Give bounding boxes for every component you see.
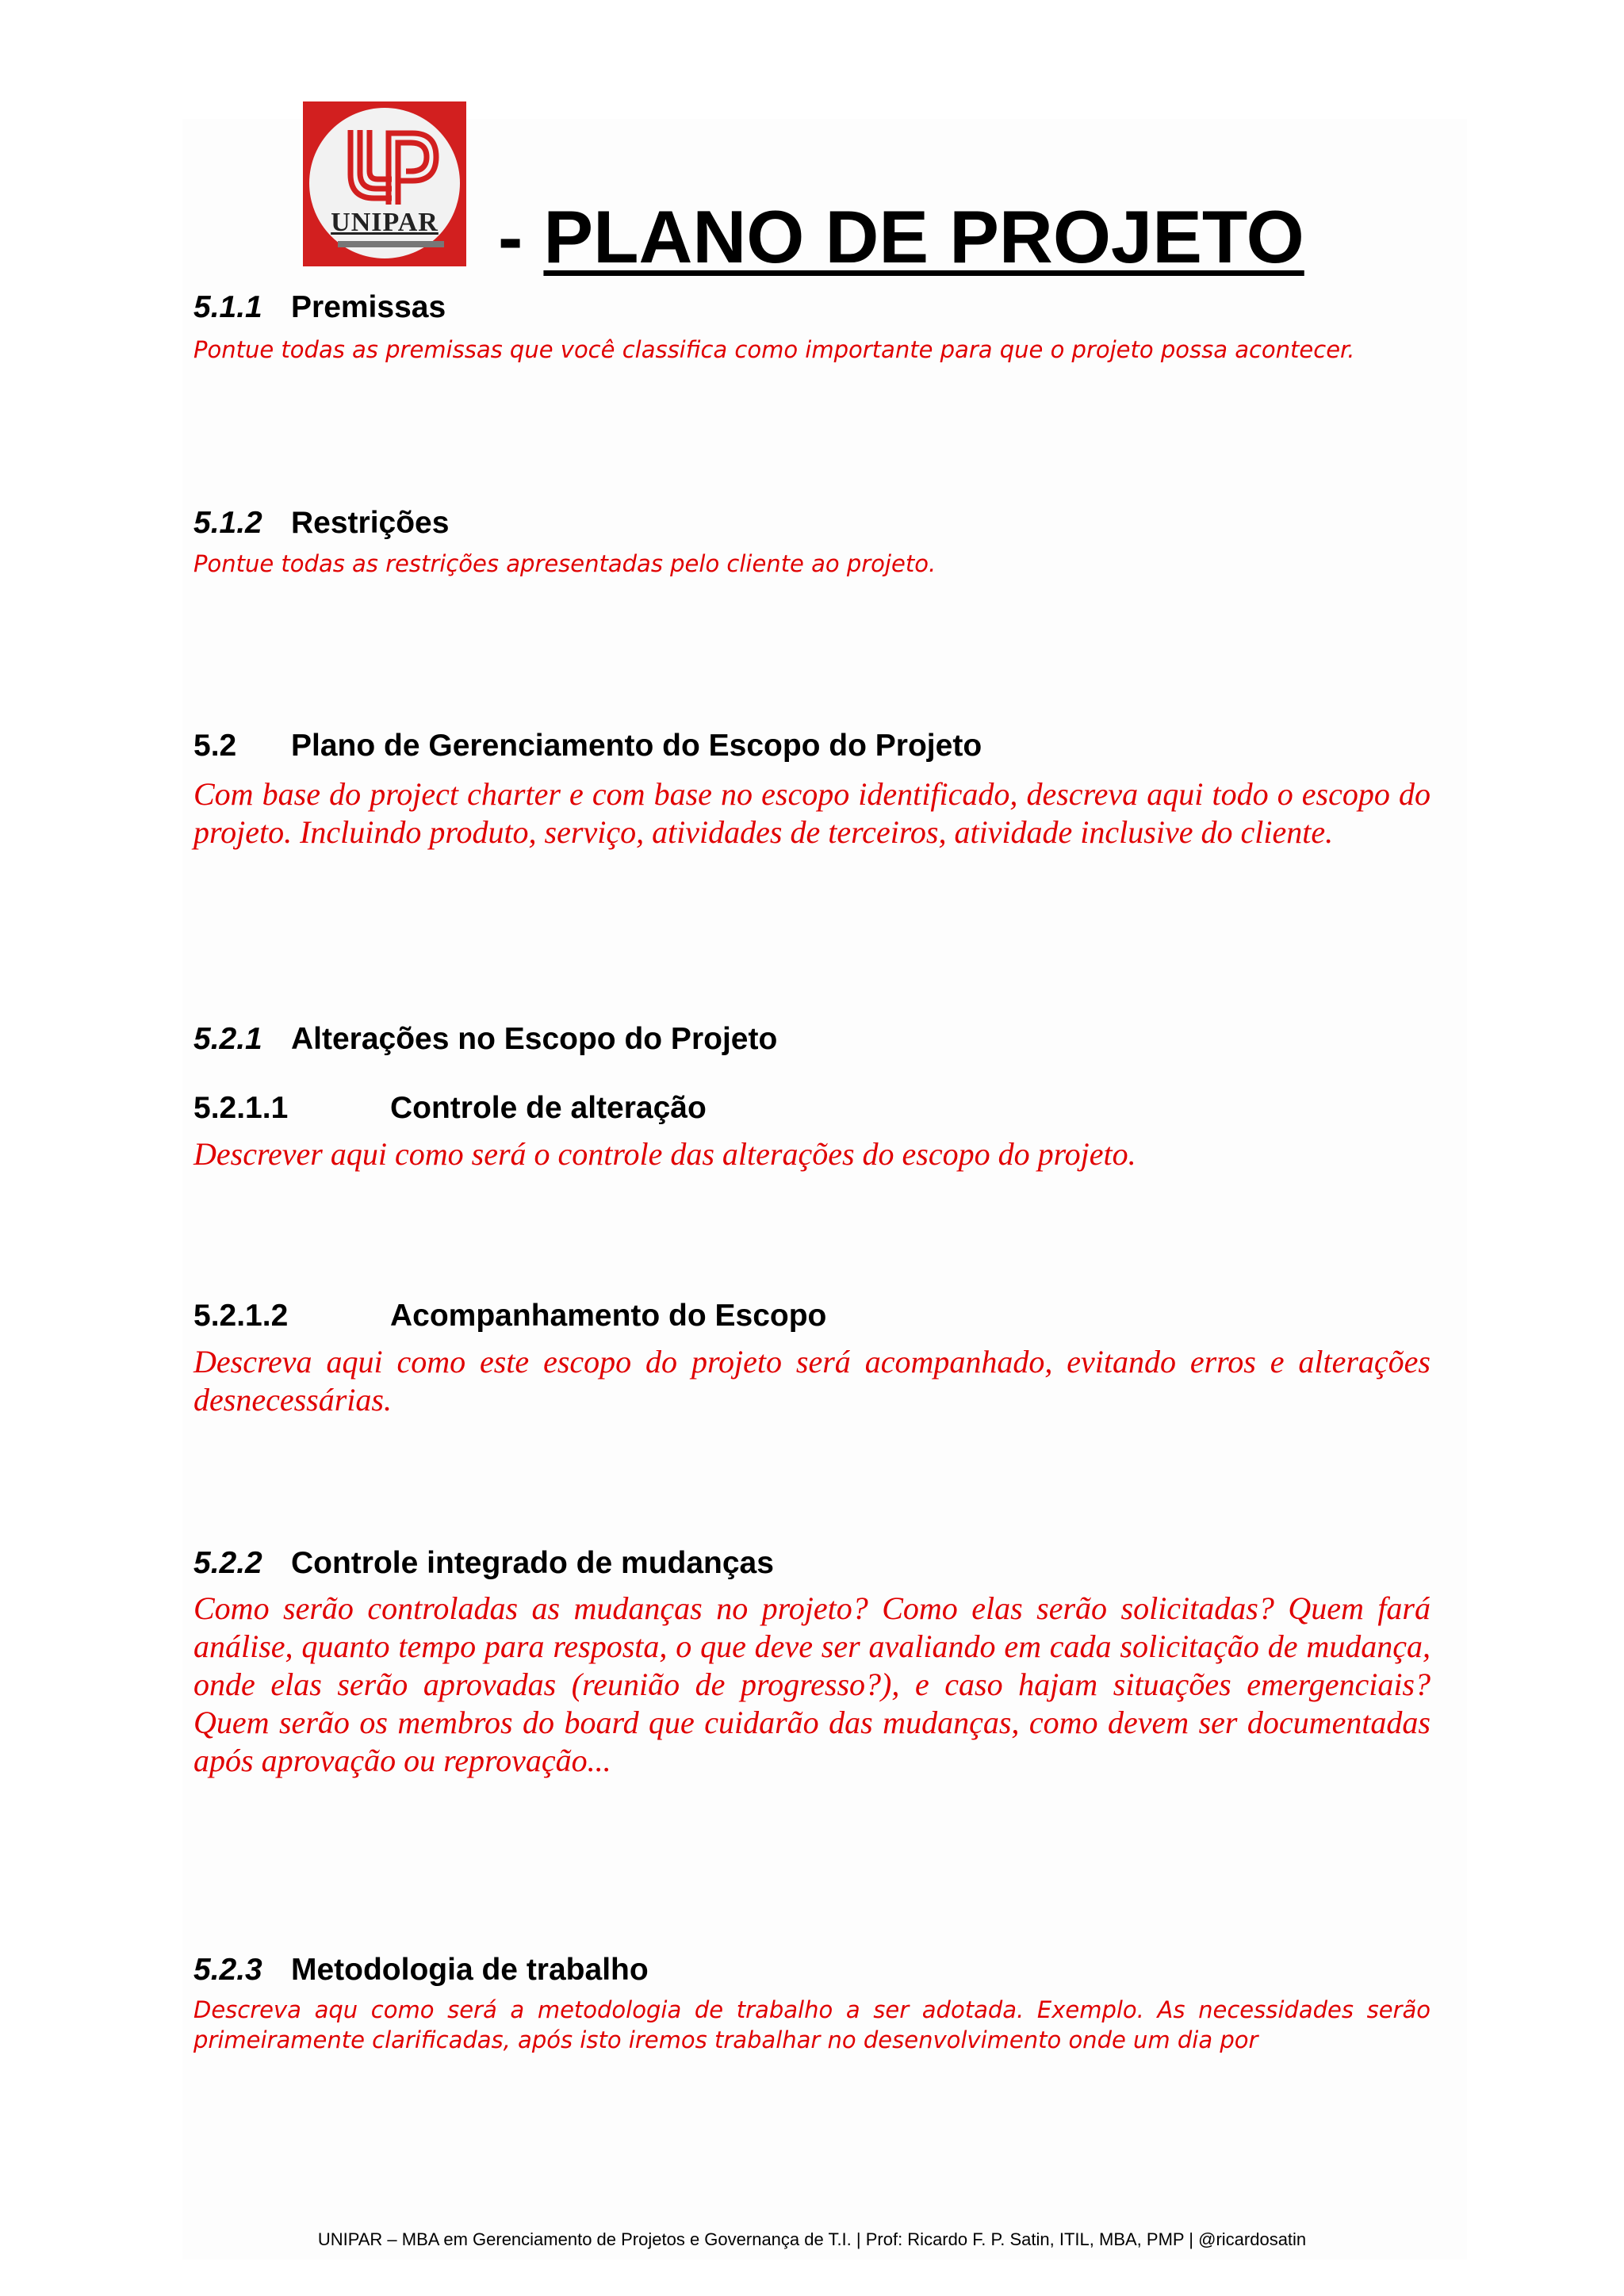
logo-mark-icon [336, 125, 446, 212]
heading-title: Alterações no Escopo do Projeto [291, 1022, 778, 1056]
heading-title: Metodologia de trabalho [291, 1953, 649, 1987]
heading-premissas [193, 292, 446, 323]
heading-number: 5.1.2 [193, 506, 262, 540]
heading-restricoes [193, 507, 449, 538]
heading-plano-escopo [193, 730, 982, 761]
heading-controle-mudancas [193, 1548, 774, 1578]
heading-title: Acompanhamento do Escopo [390, 1299, 827, 1333]
plano-escopo-text: Com base do project charter e com base no escopo identificado, descreva aqui todo o escopo do projeto. Incluindo produto, serviço, atividades de terceiros, atividade inclusive do cliente. [193, 776, 1431, 850]
metodologia-text: Descreva aqu como será a metodologia de trabalho a ser adotada. Exemplo. As necessidades serão primeiramente clarificadas, após isto iremos trabalhar no desenvolvimento onde um dia por [193, 1996, 1431, 2053]
controle-mudancas-text: Como serão controladas as mudanças no projeto? Como elas serão solicitadas? Quem fará análise, quanto tempo para resposta, o que deve ser avaliando em cada solicitação de mudança, onde elas serão aprovadas (reunião de progresso?), e caso hajam situações emergenciais? Quem serão os membros do board que cuidarão das mudanças, como devem ser documentadas após aprovação ou reprovação... [193, 1590, 1431, 1778]
heading-alteracoes-escopo [193, 1024, 777, 1054]
logo-text: UNIPAR [331, 208, 439, 237]
heading-controle-alteracao [193, 1093, 707, 1123]
title-text: PLANO DE PROJETO [543, 195, 1304, 278]
restricoes-text: Pontue todas as restrições apresentadas pelo cliente ao projeto. [193, 550, 936, 577]
heading-title: Premissas [291, 290, 446, 324]
heading-title: Plano de Gerenciamento do Escopo do Projeto [291, 729, 982, 763]
heading-number: 5.2.1.2 [193, 1299, 289, 1333]
page-footer: UNIPAR – MBA em Gerenciamento de Projetos e Governança de T.I. | Prof: Ricardo F. P. Satin, ITIL, MBA, PMP | @ricardosatin [317, 2229, 1307, 2249]
heading-metodologia [193, 1954, 649, 1985]
heading-number: 5.2.3 [193, 1953, 262, 1987]
heading-acompanhamento-escopo [193, 1300, 826, 1331]
unipar-logo [303, 101, 466, 266]
heading-title: Restrições [291, 506, 450, 540]
premissas-text: Pontue todas as premissas que você classifica como importante para que o projeto possa acontecer. [193, 336, 1355, 363]
heading-number: 5.2 [193, 729, 237, 763]
heading-title: Controle integrado de mudanças [291, 1546, 774, 1580]
heading-number: 5.1.1 [193, 290, 262, 324]
acompanhamento-escopo-text: Descreva aqui como este escopo do projeto será acompanhado, evitando erros e alterações desnecessárias. [193, 1344, 1431, 1418]
controle-alteracao-text: Descrever aqui como será o controle das alterações do escopo do projeto. [193, 1136, 1136, 1172]
logo-subtitle-bar [338, 241, 444, 247]
heading-number: 5.2.1 [193, 1022, 262, 1056]
page-title [498, 195, 1304, 278]
heading-number: 5.2.1.1 [193, 1091, 289, 1125]
heading-number: 5.2.2 [193, 1546, 262, 1580]
title-prefix: - [498, 195, 544, 278]
logo-circle [309, 108, 460, 258]
page-background [182, 119, 1467, 2260]
heading-title: Controle de alteração [390, 1091, 707, 1125]
